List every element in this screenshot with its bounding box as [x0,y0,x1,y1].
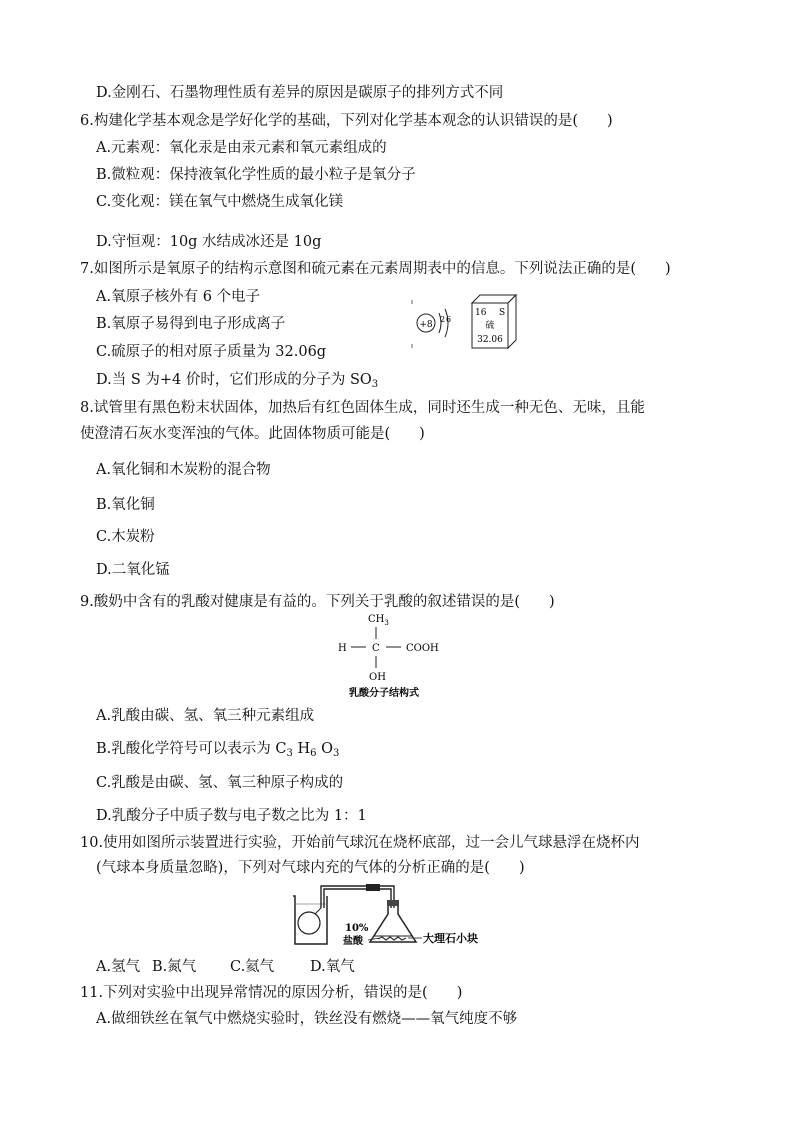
q9-stem: 9.酸奶中含有的乳酸对健康是有益的。下列关于乳酸的叙述错误的是( ) [80,594,555,610]
element-number: 16 [475,308,487,318]
balloon [298,912,320,934]
q7-option-a: A.氧原子核外有 6 个电子 [96,289,261,305]
q6-option-d: D.守恒观：10g 水结成冰还是 10g [96,234,322,250]
label-marble: 大理石小块 [423,932,478,945]
label-percentage: 10% [345,923,369,934]
atom-nucleus: +8 [419,320,433,330]
atom-shell-1: 2 [440,315,446,324]
lactic-acid-structure [330,608,460,700]
element-mass: 32.06 [477,335,503,345]
formula-bottom-group: OH [369,672,386,683]
beaker [293,896,327,944]
q7-option-b: B.氧原子易得到电子形成离子 [96,316,286,332]
q7-option-d: D.当 S 为+4 价时，它们形成的分子为 $SO_3$ [96,372,379,390]
q7-figure [405,290,525,352]
q6-option-c: C.变化观：镁在氧气中燃烧生成氧化镁 [96,194,344,210]
q6-option-a: A.元素观：氧化汞是由汞元素和氧元素组成的 [96,140,387,156]
q9-option-a: A.乳酸由碳、氢、氧三种元素组成 [96,708,315,724]
formula-caption: 乳酸分子结构式 [349,688,419,699]
sulfur-element-box [472,295,516,348]
q11-option-a: A.做细铁丝在氧气中燃烧实验时，铁丝没有燃烧——氧气纯度不够 [96,1011,518,1027]
q9-option-c: C.乳酸是由碳、氢、氧三种原子构成的 [96,775,344,791]
q7-stem: 7.如图所示是氧原子的结构示意图和硫元素在元素周期表中的信息。下列说法正确的是( ) [80,261,671,277]
formula-top-group: $CH_3$ [368,614,389,627]
conical-flask [370,900,416,942]
q10-apparatus [290,878,505,952]
q6-option-b: B.微粒观：保持液氧化学性质的最小粒子是氧分子 [96,167,416,183]
q11-stem: 11.下列对实验中出现异常情况的原因分析，错误的是( ) [80,985,463,1001]
q8-option-b: B.氧化铜 [96,497,155,513]
q8-option-d: D.二氧化锰 [96,562,170,578]
q10-option-d: D.氧气 [310,959,355,975]
q5-option-d: D.金刚石、石墨物理性质有差异的原因是碳原子的排列方式不同 [96,85,504,101]
q6-stem: 6.构建化学基本观念是学好化学的基础，下列对化学基本观念的认识错误的是( ) [80,113,613,129]
q8-option-c: C.木炭粉 [96,529,155,545]
q10-option-a: A.氢气 [96,959,141,975]
q8-stem-line2: 使澄清石灰水变浑浊的气体。此固体物质可能是( ) [80,426,425,442]
label-acid: 盐酸 [343,936,363,947]
element-symbol: S [499,308,506,318]
q10-stem-line2: (气球本身质量忽略)，下列对气球内充的气体的分析正确的是( ) [96,860,525,876]
q8-stem-line1: 8.试管里有黑色粉末状固体，加热后有红色固体生成，同时还生成一种无色、无味，且能 [80,400,645,416]
oxygen-atom-diagram [412,300,451,348]
formula-center-atom: C [372,643,380,654]
formula-right-group: COOH [406,643,439,654]
q9-option-b: B.乳酸化学符号可以表示为 $C_3$ $H_6$ $O_3$ [96,741,340,759]
q7-option-c: C.硫原子的相对原子质量为 32.06g [96,344,327,360]
q10-option-b: B.氮气 [152,959,197,975]
atom-shell-2: 6 [446,315,452,324]
formula-left-atom: H [338,643,347,654]
connecting-tube [321,884,394,908]
q8-option-a: A.氧化铜和木炭粉的混合物 [96,462,271,478]
q10-option-c: C.氦气 [230,959,275,975]
q10-stem-line1: 10.使用如图所示装置进行实验，开始前气球沉在烧杯底部，过一会儿气球悬浮在烧杯内 [80,835,640,851]
q9-option-d: D.乳酸分子中质子数与电子数之比为 1：1 [96,808,367,824]
element-name: 硫 [485,321,495,331]
